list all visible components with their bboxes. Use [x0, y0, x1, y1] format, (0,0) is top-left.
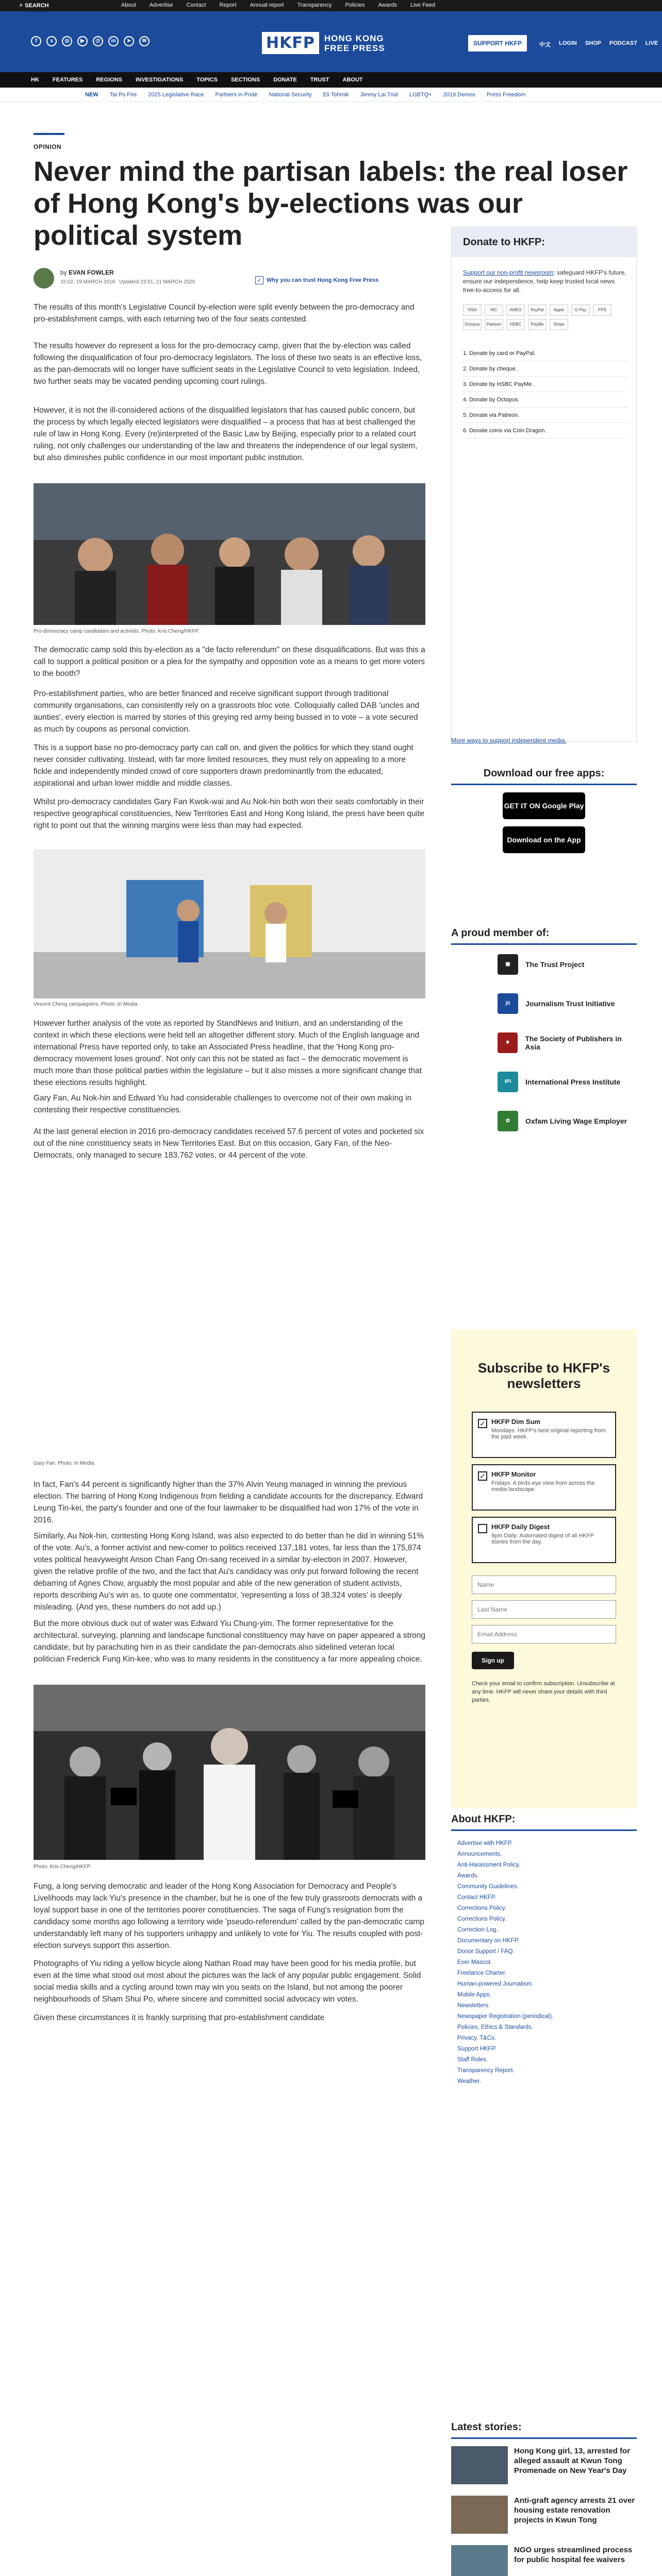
article-paragraph: Gary Fan, Au Nok-hin and Edward Yiu had considerable challenges to overcome not of their own making in contesting their respective constituencies.: [34, 1094, 412, 1114]
article-dates: [60, 279, 195, 285]
apps-title: Download our free apps:: [451, 768, 637, 785]
donate-option[interactable]: 4. Donate by Octopus.: [463, 392, 628, 408]
article-paragraph: Similarly, Au Nok-hin, contesting Hong Kong Island, was also expected to do better than he did in winning 51% of the vote. Au's, a former activist and new-comer to politics received 137,181 votes, far less than the 175,874 votes political heavyweight Anson Chan Fang On-sang received in a similar by-election in 2007. However, given the relative profile of the two, and the fact that Au's candidacy was only put forward following the recent debarring of Agnes Chow, arguably the most popular and able of the new generation of student activists, reports describing Au's win as, to quote one commentator, 'representing a loss of 38,324 votes' is deeply misleading. (And yes, these numbers do not add up.): [34, 1532, 424, 1612]
section-accent-line: [34, 133, 64, 135]
payment-logo: PayPal: [528, 304, 547, 316]
header-link-shop[interactable]: SHOP: [585, 40, 602, 46]
article-paragraph: Photographs of Yiu riding a yellow bicycle along Nathan Road may have been good for his media profile, but even at the time what stood out most about the pictures was the lack of any popular public engagement. Solid social media skills and a cycling around town may win you seats on the Island, but not among the poorer neighbourhoods of Sham Shui Po, where sincere and committed social advocacy win votes.: [34, 1959, 421, 2004]
utility-links: [121, 2, 435, 8]
payment-logo: Patreon: [485, 319, 503, 330]
article-paragraph: Given these circumstances it is frankly surprising that pro-establishment candidate: [34, 2013, 325, 2022]
story-thumbnail[interactable]: [451, 2545, 508, 2576]
about-link[interactable]: Weather.: [457, 2078, 481, 2084]
nav-item[interactable]: HK: [31, 77, 39, 83]
about-link[interactable]: Awards.: [457, 1873, 479, 1879]
signup-button[interactable]: Sign up: [472, 1652, 514, 1669]
utility-link[interactable]: Live Feed: [410, 2, 436, 8]
search-button[interactable]: ⌕ SEARCH: [20, 2, 49, 9]
trending-link[interactable]: National Security: [269, 92, 312, 98]
trending-link[interactable]: 2025 Legislative Race: [148, 92, 204, 98]
story-thumbnail[interactable]: [451, 2446, 508, 2484]
ipi-icon: IPI: [498, 1072, 518, 1092]
logo-mark: HKFP: [262, 32, 319, 54]
header-link-login[interactable]: LOGIN: [559, 40, 577, 46]
nav-item[interactable]: SECTIONS: [230, 77, 260, 83]
top-utility-bar: [0, 0, 662, 11]
jti-icon: jti: [498, 993, 518, 1014]
payment-logo: Octopus: [463, 319, 482, 330]
donate-option[interactable]: 6. Donate coins via Coin Dragon.: [463, 423, 628, 438]
trending-link[interactable]: Tai Po Fire: [109, 92, 137, 98]
donate-option[interactable]: 2. Donate by cheque.: [463, 361, 628, 377]
youtube-icon[interactable]: ▶: [77, 36, 88, 46]
about-link[interactable]: Mobile Apps.: [457, 1992, 491, 1998]
article-paragraph: At the last general election in 2016 pro-democracy candidates received 57.6 percent of votes and pocketed six out of the nine constituency seats in New Territories East. But on this occasion, Gary Fan, of the Neo-Democrats, only managed to secure 183,762 votes, or 44 percent of the vote.: [34, 1127, 424, 1160]
utility-link[interactable]: Contact: [186, 2, 206, 8]
about-link[interactable]: Privacy, T&Cs.: [457, 2035, 496, 2041]
trending-link[interactable]: Partners in Pride: [215, 92, 258, 98]
search-icon: ⌕: [20, 2, 23, 8]
donate-options: [463, 346, 628, 438]
about-link[interactable]: Newspaper Registration (periodical).: [457, 2013, 553, 2020]
utility-link[interactable]: Annual report: [250, 2, 284, 8]
utility-link[interactable]: Transparency: [297, 2, 332, 8]
article-paragraph: Fung, a long serving democratic and leader of the Hong Kong Association for Democracy and People's Livelihoods may lack Yiu's presence in the chamber, but he is one of the few truly grassroots democrats with a loyal support base in one of the territories poorer constituencies. The saga of Fung's resignation from the candidacy some months ago following a territory wide 'pseudo-referendum' called by the pan-democratic camp understandably left many of his supporters unhappy and unlikely to vote for Yiu. The results coupled with post-election surveys support this assertion.: [34, 1882, 425, 1950]
facebook-icon[interactable]: f: [31, 36, 41, 46]
story-item[interactable]: Hong Kong girl, 13, arrested for alleged assault at Kwun Tong Promenade on New Year's Day: [451, 2446, 637, 2488]
name-field[interactable]: Name: [472, 1575, 616, 1594]
payment-logo: FPS: [593, 304, 611, 316]
photo-caption: Pro-democracy camp candidates and activists. Photo: Kris Cheng/HKFP.: [34, 629, 200, 634]
donate-widget: [451, 227, 637, 742]
payment-logo: G Pay: [571, 304, 590, 316]
about-link[interactable]: Ever Mascot.: [457, 1959, 492, 1965]
donate-option[interactable]: 3. Donate by HSBC PayMe.: [463, 377, 628, 392]
about-link[interactable]: Transparency Report.: [457, 2067, 515, 2074]
header-link-live[interactable]: LIVE: [645, 40, 658, 46]
utility-link[interactable]: About: [121, 2, 136, 8]
article-paragraph: The results of this month's Legislative Council by-election were split evenly between the pro-democracy and pro-establishment camps, with each returning two of the four seats contested.: [34, 303, 415, 324]
checkbox-checked-icon[interactable]: ✓: [478, 1471, 487, 1481]
author-avatar[interactable]: [34, 268, 54, 289]
article-photo: [34, 1167, 425, 1455]
campaigners-photo-illustration: [34, 849, 425, 998]
donate-title: Donate to HKFP:: [452, 227, 637, 257]
trending-link[interactable]: LGBTQ+: [409, 92, 432, 98]
member-item[interactable]: IPI International Press Institute: [451, 1062, 637, 1101]
donate-text-link[interactable]: Support our non-profit newsroom: [463, 269, 554, 276]
updated-date: Updated 23:51, 21 MARCH 2020: [119, 279, 195, 285]
protest-photo-illustration: [34, 483, 425, 625]
latest-stories-widget: [451, 2421, 637, 2576]
site-header: [0, 11, 662, 72]
trending-link[interactable]: Press Freedom: [486, 92, 526, 98]
story-item[interactable]: NGO urges streamlined process for public hospital fee waivers: [451, 2545, 637, 2576]
article-paragraph: The results however do represent a loss for the pro-democracy camp, given that the by-election was called following the disqualification of four pro-democracy legislators. The loss of these two seats is an effective loss, as the pan-democrats will no longer have sufficient seats in the Legislative Council to veto legislation. Indeed, two further seats may be vacated pending upcoming court rulings.: [34, 342, 422, 386]
author-line: by EVAN FOWLER: [60, 269, 114, 276]
newsletter-note: Check your email to confirm subscription. Unsubscribe at any time. HKFP will never share your details with third parties.: [472, 1681, 615, 1703]
about-title: About HKFP:: [451, 1814, 637, 1831]
article-paragraph: However further analysis of the vote as reported by StandNews and Initium, and an understanding of the context in which these elections were held tell an altogether different story. Much of the English language and international Press have reported only, to take an Associated Press headline, that the 'Hong Kong pro-democracy movement loses ground'. Not only can this not be stated as fact – the democratic movement is much more than those political parties within the legislature – but it also misses a more significant change that these elections results highlight.: [34, 1019, 422, 1087]
photo-caption: Gary Fan. Photo: In Media.: [34, 1461, 96, 1466]
article-photo: [34, 849, 425, 998]
article-photo: [34, 483, 425, 625]
story-thumbnail[interactable]: [451, 2496, 508, 2534]
article-paragraph: But the more obvious duck out of water was Edward Yiu Chung-yim. The former representative for the architectural, surveying, planning and landscape functional constituency may have on paper appeared a strong candidate, but by parachuting him in as their candidate the pan-democrats also sidelined veteran local politician Frederick Fung Kin-kee, who was to many residents in the constituency a far more appealing choice.: [34, 1619, 425, 1664]
photo-caption: Photo: Kris Cheng/HKFP.: [34, 1864, 92, 1870]
member-item[interactable]: ✿ Oxfam Living Wage Employer: [451, 1101, 637, 1141]
newsletter-option[interactable]: ✓ HKFP Dim Sum Mondays: HKFP's best original reporting from the past week.: [472, 1412, 616, 1458]
apps-widget: [451, 768, 637, 871]
last-name-field[interactable]: Last Name: [472, 1600, 616, 1619]
utility-link[interactable]: Advertise: [149, 2, 173, 8]
article-paragraph: The democratic camp sold this by-election as a "de facto referendum" on these disqualifications. But was this a call to support a political position or a plea for the sympathy and opposition vote as a means to get more voters to the booth?: [34, 646, 425, 678]
membership-title: A proud member of:: [451, 927, 637, 945]
about-widget: [451, 1814, 637, 2087]
about-link[interactable]: Anti-Harassment Policy.: [457, 1862, 520, 1868]
trending-bar: [0, 88, 662, 102]
newsletter-option[interactable]: ✓ HKFP Monitor Fridays: A birds-eye view from across the media landscape.: [472, 1464, 616, 1511]
app-store-button[interactable]: Download on the App Store: [503, 826, 585, 853]
publish-date: 15:02, 19 MARCH 2018: [60, 279, 115, 285]
nav-item[interactable]: ABOUT: [342, 77, 363, 83]
header-links: [539, 40, 658, 48]
trust-project-icon: ▣: [498, 954, 518, 975]
photo-caption: Vincent Cheng campaigners. Photo: In Media.: [34, 1002, 139, 1007]
payment-logo: VISA: [463, 304, 482, 316]
donate-option[interactable]: 1. Donate by card or PayPal.: [463, 346, 628, 361]
payment-logo: HSBC: [506, 319, 525, 330]
article-title: Never mind the partisan labels: the real loser of Hong Kong's by-elections was our political system: [34, 156, 628, 251]
instagram-icon[interactable]: ◎: [62, 36, 72, 46]
donate-option[interactable]: 5. Donate via Patreon.: [463, 408, 628, 423]
more-ways-link[interactable]: More ways to support independent media.: [451, 737, 567, 744]
linkedin-icon[interactable]: in: [108, 36, 119, 46]
utility-link[interactable]: Policies: [345, 2, 365, 8]
checkbox-unchecked-icon[interactable]: [478, 1524, 487, 1533]
support-hkfp-button[interactable]: SUPPORT HKFP: [468, 35, 527, 52]
logo-name: HONG KONG FREE PRESS: [324, 33, 385, 53]
gary-fan-photo-illustration: [34, 1167, 425, 1455]
payment-logo: AMEX: [506, 304, 525, 316]
utility-link[interactable]: Report: [219, 2, 237, 8]
nav-item[interactable]: TRUST: [310, 77, 329, 83]
newsletter-option[interactable]: HKFP Daily Digest 9pm Daily: Automated digest of all HKFP stories from the day.: [472, 1517, 616, 1563]
membership-widget: [451, 927, 637, 1141]
member-item[interactable]: ▣ The Trust Project: [451, 945, 637, 984]
about-link[interactable]: Advertise with HKFP.: [457, 1840, 513, 1846]
x-icon[interactable]: x: [46, 36, 57, 46]
checkbox-checked-icon[interactable]: ✓: [478, 1419, 487, 1428]
about-link[interactable]: Policies, Ethics & Standards.: [457, 2024, 534, 2030]
member-item[interactable]: ⚜ The Society of Publishers in Asia: [451, 1023, 637, 1062]
nav-item[interactable]: REGIONS: [96, 77, 123, 83]
story-item[interactable]: Anti-graft agency arrests 21 over housing estate renovation projects in Kwun Tong: [451, 2496, 637, 2538]
trending-new-label: NEW: [85, 92, 98, 98]
threads-icon[interactable]: @: [93, 36, 103, 46]
trending-link[interactable]: 2019 Demos: [443, 92, 475, 98]
latest-title: Latest stories:: [451, 2421, 637, 2439]
social-links: [31, 36, 150, 46]
donate-text: Support our non-profit newsroom: safeguard HKFP's future, ensure our independence, help keep trusted local news free-to-access for all.: [463, 269, 626, 294]
payment-logos: [463, 304, 628, 330]
payment-logo: MC: [485, 304, 503, 316]
nav-item[interactable]: TOPICS: [196, 77, 218, 83]
checkmark-icon: ✓: [255, 276, 263, 284]
article-paragraph: However, it is not the ill-considered actions of the disqualified legislators that has caused public concern, but the process by which legally elected legislators were disqualified – a process that has at best challenged the rule of law in Hong Kong. Every (re)interpreted of the Basic Law by Beijing, especially prior to a related court ruling, not only challenges our understanding of the law and threatens the independence of our legal system, but also diminishes public confidence in our most important public institution.: [34, 406, 418, 462]
article-paragraph: Pro-establishment parties, who are better financed and receive significant support through traditional community organisations, can consistently rely on a grassroots bloc vote. Colloquially called DAB 'uncles and aunties', every election is marred by stories of this greying red army being bussed in to vote – a vote secured as much by coupons as personal conviction.: [34, 689, 420, 734]
email-field[interactable]: Email Address: [472, 1625, 616, 1643]
about-link[interactable]: Corrections Policy.: [457, 1905, 507, 1911]
payment-logo: Apple: [550, 304, 568, 316]
about-links: [451, 1838, 637, 2087]
newsletter-title: Subscribe to HKFP's newsletters: [477, 1360, 610, 1391]
about-link[interactable]: Support HKFP.: [457, 2046, 496, 2052]
trust-link[interactable]: ✓ Why you can trust Hong Kong Free Press: [255, 276, 378, 284]
about-link[interactable]: Staff Roles.: [457, 2057, 488, 2063]
article-paragraph: Whilst pro-democracy candidates Gary Fan Kwok-wai and Au Nok-hin both won their seats comfortably in their respective geographical constituencies, New Territories East and Hong Kong Island, the press have been quite right to point out that the winning margins were less than may had expected.: [34, 798, 424, 830]
sopa-icon: ⚜: [498, 1032, 518, 1053]
main-nav: [0, 72, 662, 88]
member-item[interactable]: jti Journalism Trust Initiative: [451, 984, 637, 1023]
about-link[interactable]: Community Guidelines.: [457, 1884, 519, 1890]
trending-link[interactable]: Jimmy Lai Trial: [360, 92, 398, 98]
payment-logo: PayMe: [528, 319, 547, 330]
section-label[interactable]: OPINION: [34, 143, 62, 150]
about-link[interactable]: Human-powered Journalism.: [457, 1981, 534, 1987]
utility-link[interactable]: Awards: [378, 2, 397, 8]
press-crowd-photo-illustration: [34, 1685, 425, 1860]
article-paragraph: In fact, Fan's 44 percent is significantly higher than the 37% Alvin Yeung managed in winning the previous election. The barring of Hong Kong Indigenous from fielding a candidate accounts for the discrepancy. Edward Leung Tin-kei, the party's founder and one of the four lawmaker to be disqualified had won 17% of the vote in 2016.: [34, 1480, 423, 1524]
email-icon[interactable]: ✉: [139, 36, 150, 46]
nav-item[interactable]: FEATURES: [52, 77, 83, 83]
about-link[interactable]: Newsletters.: [457, 2003, 490, 2009]
trending-link[interactable]: Eli Tohmik: [323, 92, 349, 98]
header-link-chinese[interactable]: 中文: [539, 42, 551, 48]
article-photo: [34, 1685, 425, 1860]
about-link[interactable]: Announcements.: [457, 1851, 502, 1857]
oxfam-icon: ✿: [498, 1111, 518, 1131]
about-link[interactable]: Contact HKFP.: [457, 1894, 496, 1901]
nav-item[interactable]: DONATE: [273, 77, 297, 83]
header-link-podcast[interactable]: PODCAST: [609, 40, 637, 46]
payment-logo: Stripe: [550, 319, 568, 330]
nav-item[interactable]: INVESTIGATIONS: [136, 77, 184, 83]
about-link[interactable]: Documentary on HKFP.: [457, 1938, 519, 1944]
about-link[interactable]: Freelance Charter.: [457, 1970, 507, 1976]
article-paragraph: This is a support base no pro-democracy party can call on, and given the politics for which they stand ought never consider cultivating. Instead, with far more limited resources, they must rely on appealing to a more fickle and independently minded crowd of core supporters drawn predominantly from the educated, aspirational and urban lower middle and middle classes.: [34, 743, 413, 788]
telegram-icon[interactable]: ➤: [124, 36, 134, 46]
site-logo[interactable]: [262, 32, 385, 54]
about-link[interactable]: Corrections Policy.: [457, 1916, 507, 1922]
about-link[interactable]: Donor Support / FAQ.: [457, 1948, 515, 1955]
author-name[interactable]: EVAN FOWLER: [69, 269, 114, 276]
newsletter-widget: [451, 1329, 637, 1808]
google-play-button[interactable]: GET IT ON Google Play: [503, 792, 585, 819]
about-link[interactable]: Correction Log.: [457, 1927, 498, 1933]
